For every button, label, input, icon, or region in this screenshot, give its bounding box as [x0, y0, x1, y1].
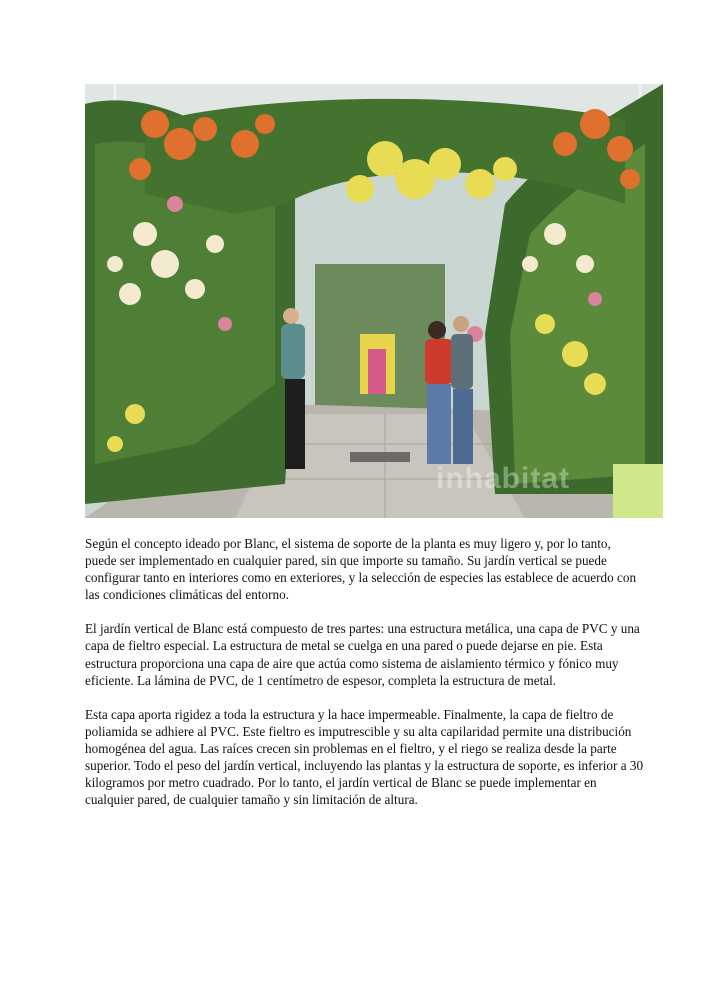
article-body — [85, 535, 645, 825]
paragraph-2: El jardín vertical de Blanc está compuesto de tres partes: una estructura metálica, una capa de PVC y una capa de fieltro especial. La estructura de metal se cuelga en una pared o puede dejarse en pie. Esta estructura proporciona una capa de aire que actúa como sistema de aislamiento térmico y fónico muy eficiente. La lámina de PVC, de 1 centímetro de espesor, completa la estructura de metal. — [85, 621, 640, 688]
photo-watermark: inhabitat — [436, 462, 570, 495]
paragraph-1: Según el concepto ideado por Blanc, el sistema de soporte de la planta es muy ligero y, por lo tanto, puede ser implementado en cualquier pared, sin que importe su tamaño. Su jardín vertical se puede configurar tanto en interiores como en exteriores, y la selección de especies las establece de acuerdo con las condiciones climáticas del entorno. — [85, 536, 637, 603]
garden-archway-photo — [85, 84, 663, 518]
paragraph-3: Esta capa aporta rigidez a toda la estructura y la hace impermeable. Finalmente, la capa de fieltro de poliamida se adhiere al PVC. Este fieltro es imputrescible y su alta capilaridad permite una distribución homogénea del agua. Las raíces crecen sin problemas en el fieltro, y el riego se realiza desde la parte superior. Todo el peso del jardín vertical, incluyendo las plantas y la estructura de soporte, es inferior a 30 kilogramos por metro cuadrado. Por lo tanto, el jardín vertical de Blanc se puede implementar en cualquier pared, de cualquier tamaño y sin limitación de altura. — [85, 706, 644, 808]
photo-illustration — [85, 84, 663, 518]
